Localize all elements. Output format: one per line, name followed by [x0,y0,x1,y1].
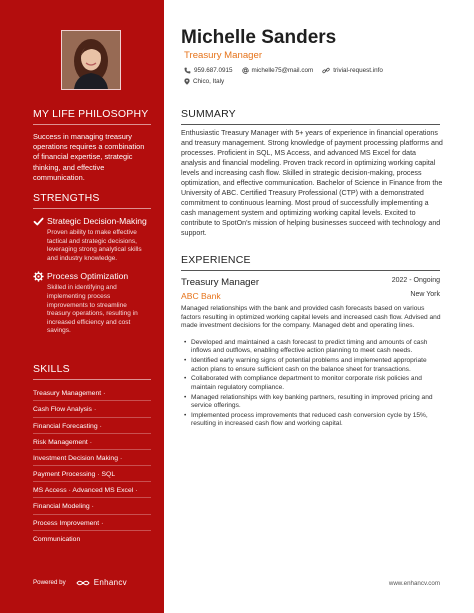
skills-section [33,363,151,548]
website-text: trivial-request.info [333,67,383,74]
job-description: Managed relationships with the bank and provided cash forecasts based on various factors resulting in optimized working capital levels and increased cash flow. Advised and made investment decisions for the company. Managed debt and operating lines. [181,305,441,330]
email-contact[interactable] [242,67,314,74]
powered-by [33,578,127,587]
location-row [184,78,224,85]
strength-title: Process Optimization [47,271,129,282]
link-icon [322,67,330,74]
strengths-section [33,192,151,344]
profile-photo [61,30,121,90]
strength-item [33,216,151,263]
candidate-title: Treasury Manager [184,50,263,61]
strengths-heading: STRENGTHS [33,192,151,209]
website-contact[interactable] [322,67,383,74]
skill-item: MS Access · Advanced MS Excel · [33,484,151,498]
enhancv-logo-icon [76,579,90,587]
phone-text: 959.687.0915 [194,67,233,74]
skill-item: Communication [33,535,81,543]
bullet-item: • Implemented process improvements that reduced cash conversion cycle by 15%, resulting in increased cash flow and working capital. [184,411,428,428]
footer-url[interactable]: www.enhancv.com [388,580,440,587]
skill-item: Financial Forecasting · [33,419,151,433]
skill-item: Risk Management · [33,436,151,450]
strength-description: Skilled in identifying and implementing process improvements to streamline treasury operations, resulting in increased efficiency and cost savings. [47,284,138,335]
email-text: michelle75@mail.com [251,67,314,74]
brand-name: Enhancv [93,578,127,587]
location-text: Chico, Italy [193,78,225,85]
philosophy-heading: MY LIFE PHILOSOPHY [33,108,151,125]
philosophy-section [33,108,151,183]
strength-description: Proven ability to make effective tactical and strategic decisions, leveraging strong analytical skills and industry knowledge. [47,229,142,262]
skills-heading: SKILLS [33,363,151,380]
job-title: Treasury Manager [181,277,260,288]
candidate-name: Michelle Sanders [181,27,337,48]
location-pin-icon [184,78,190,85]
skill-item: Payment Processing · SQL [33,468,151,482]
philosophy-text: Success in managing treasury operations requires a combination of financial expertise, strategic thinking, and effective communication. [33,132,145,182]
powered-by-label: Powered by [33,579,66,586]
strength-title: Strategic Decision-Making [47,216,147,226]
phone-contact[interactable] [184,67,233,74]
strength-item [33,271,151,336]
job-location: New York [410,291,440,298]
bullet-item: • Identified early warning signs of potential problems and implemented appropriate action plans to ensure sufficient cash on the balance sheet for transactions. [184,357,427,373]
company-name: ABC Bank [181,291,221,301]
skill-item: Cash Flow Analysis · [33,403,151,417]
bullet-item: • Developed and maintained a cash forecast to predict timing and amounts of cash inflows and outflows, enabling effective action planning to meet cash needs. [184,339,428,355]
bullet-item: • Collaborated with compliance department to monitor corporate risk policies and maintain regulatory compliance. [184,375,422,391]
summary-text: Enthusiastic Treasury Manager with 5+ years of experience in financial operations and treasury management. Strong knowledge of payment processing platforms and processes. Proficient in SQL, MS Access, and advanced MS Excel for data analysis and financial modeling. Proven track record in optimizing working capital levels and increasing cash flow. Skilled in strategic decision-making, process optimization, and effective communication. Bachelor of Science in Finance from the University of ABC. Certified Treasury Professional (CTP) with a demonstrated commitment to continuous learning. Most proud of successfully implementing a cash management system and optimizing working capital levels. Excited to contribute to SpotOn's mission of helping businesses succeed with technology and support. [181,129,443,237]
skill-item: Treasury Management · [33,387,151,401]
summary-heading: SUMMARY [181,108,440,125]
job-dates: 2022 - Ongoing [391,277,440,284]
at-icon [242,67,249,74]
skill-item: Process Improvement · [33,516,151,530]
check-icon [33,216,44,227]
bullet-item: • Managed relationships with key banking partners, resulting in improved pricing and service offerings. [184,393,433,410]
skill-item: Financial Modeling · [33,500,151,514]
experience-heading: EXPERIENCE [181,254,440,271]
gear-icon [33,271,44,282]
job-bullets [181,339,443,430]
sidebar [0,0,164,613]
contact-row [184,67,392,74]
skill-item: Investment Decision Making · [33,452,151,466]
phone-icon [184,67,191,74]
